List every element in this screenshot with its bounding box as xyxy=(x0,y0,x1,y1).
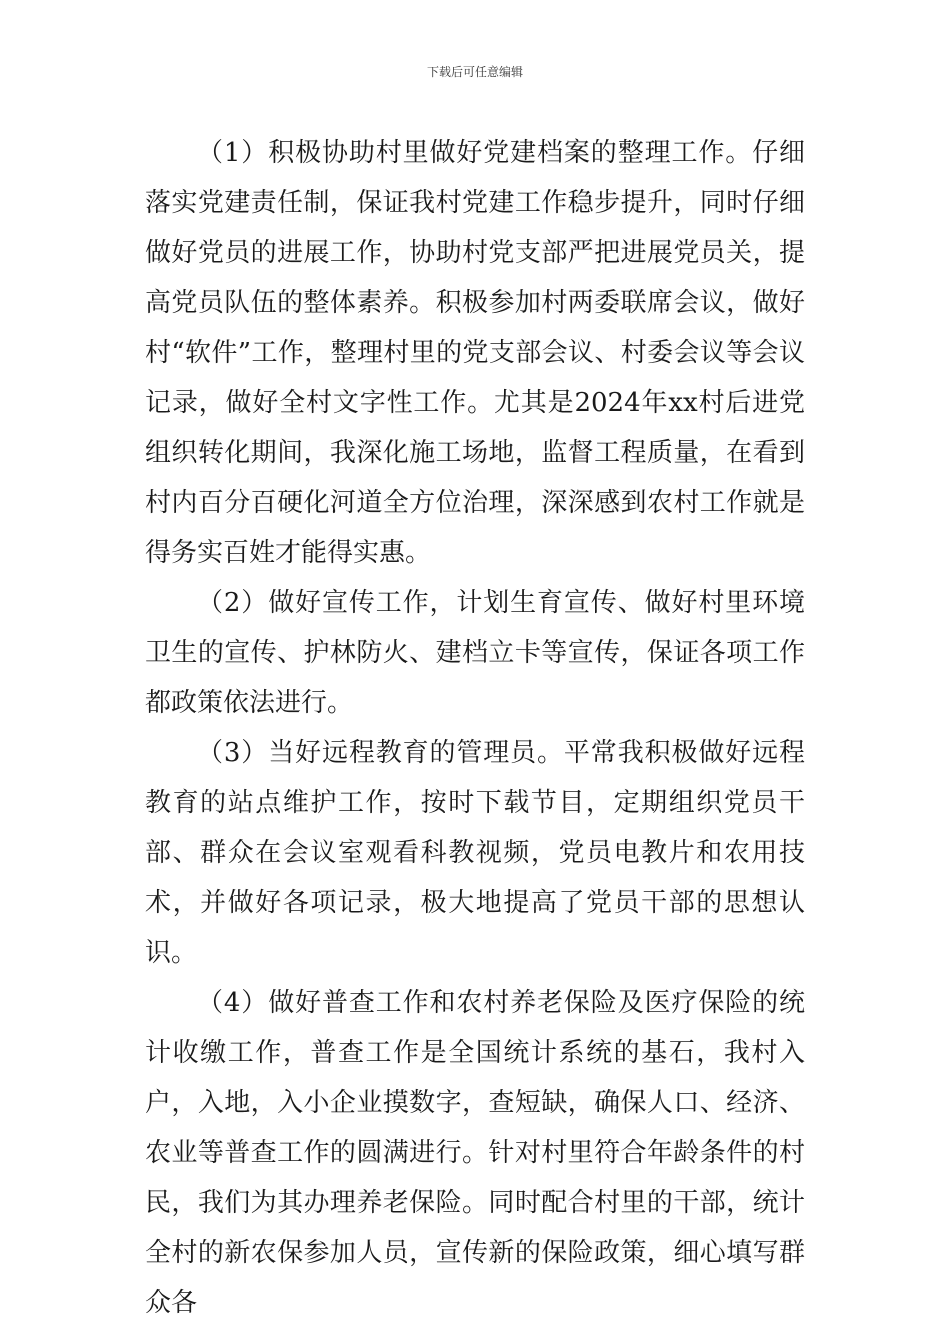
paragraph-2: （2）做好宣传工作，计划生育宣传、做好村里环境卫生的宣传、护林防火、建档立卡等宣传，保证各项工作都政策依法进行。 xyxy=(145,588,805,718)
document-body xyxy=(145,128,805,1328)
paragraph-3: （3）当好远程教育的管理员。平常我积极做好远程教育的站点维护工作，按时下载节目，定期组织党员干部、群众在会议室观看科教视频，党员电教片和农用技术，并做好各项记录，极大地提高了党员干部的思想认识。 xyxy=(145,738,805,968)
paragraph-1: （1）积极协助村里做好党建档案的整理工作。仔细落实党建责任制，保证我村党建工作稳步提升，同时仔细做好党员的进展工作，协助村党支部严把进展党员关，提高党员队伍的整体素养。积极参加村两委联席会议，做好村“软件”工作，整理村里的党支部会议、村委会议等会议记录，做好全村文字性工作。尤其是2024年xx村后进党组织转化期间，我深化施工场地，监督工程质量，在看到村内百分百硬化河道全方位治理，深深感到农村工作就是得务实百姓才能得实惠。 xyxy=(145,138,805,568)
paragraph-4: （4）做好普查工作和农村养老保险及医疗保险的统计收缴工作，普查工作是全国统计系统的基石，我村入户，入地，入小企业摸数字，查短缺，确保人口、经济、农业等普查工作的圆满进行。针对村里符合年龄条件的村民，我们为其办理养老保险。同时配合村里的干部，统计全村的新农保参加人员，宣传新的保险政策，细心填写群众各 xyxy=(145,988,805,1318)
page-header: 下载后可任意编辑 xyxy=(426,65,523,79)
